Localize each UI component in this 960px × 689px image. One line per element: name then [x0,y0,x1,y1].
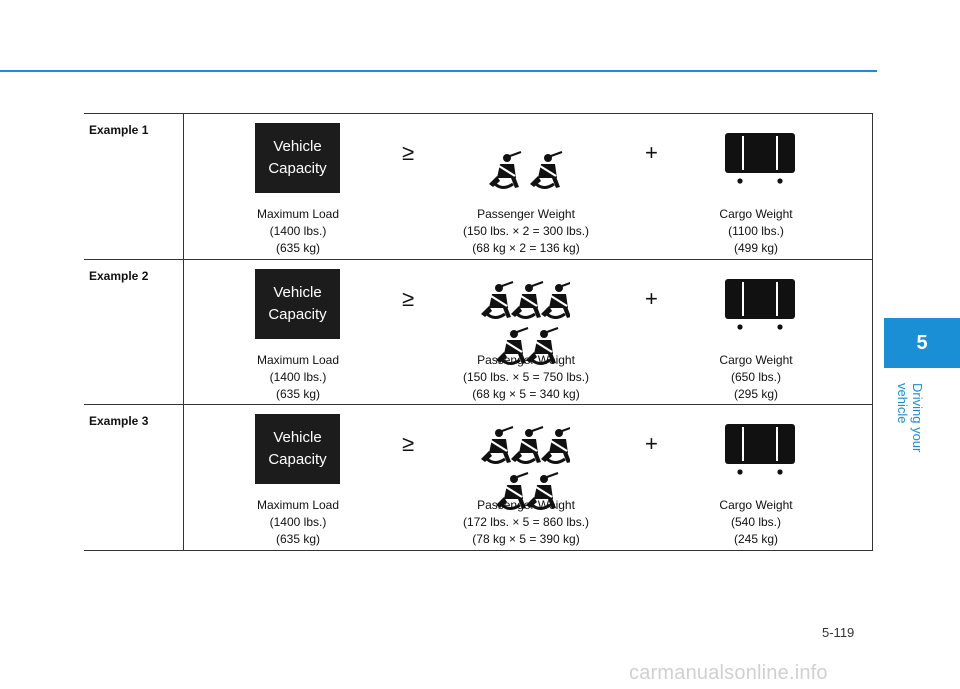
vehicle-capacity-box [255,414,340,484]
passenger-weight-caption: Passenger Weight (150 lbs. × 2 = 300 lbs.) (68 kg × 2 = 136 kg) [462,207,590,255]
seated-passenger-seatbelt-icon [511,427,543,463]
seated-passenger-seatbelt-icon [530,152,562,188]
plus-symbol: + [645,431,658,456]
chapter-title: Driving your vehicle [895,383,925,453]
seated-passenger-seatbelt-icon [541,282,570,318]
top-rule [0,70,877,72]
cargo-box-icon [724,132,796,188]
cargo-weight-caption: Cargo Weight (650 lbs.) (295 kg) [719,353,793,401]
seated-passenger-seatbelt-icon [489,152,521,188]
cargo-weight-caption: Cargo Weight (1100 lbs.) (499 kg) [719,207,793,255]
vehicle-capacity-line: Vehicle [273,284,322,301]
greater-equal-symbol: ≥ [402,286,415,311]
seated-passenger-seatbelt-icon [511,282,543,318]
footer-watermark: carmanualsonline.info [629,662,828,684]
vehicle-capacity-line: Vehicle [273,429,322,446]
example-row [84,114,873,259]
passenger-weight-caption: Passenger Weight (172 lbs. × 5 = 860 lbs.) (78 kg × 5 = 390 kg) [462,498,590,546]
column-divider [183,405,184,550]
page-number: 5-119 [822,625,855,640]
chapter-tab: 5 [884,318,960,368]
column-divider [183,260,184,405]
greater-equal-symbol: ≥ [402,140,415,165]
seated-passenger-seatbelt-icon [541,427,570,463]
max-load-caption: Maximum Load (1400 lbs.) (635 kg) [256,498,340,546]
max-load-caption: Maximum Load (1400 lbs.) (635 kg) [256,207,340,255]
seated-passenger-seatbelt-icon [481,282,513,318]
example-row [84,259,873,405]
vehicle-capacity-line: Vehicle [273,138,322,155]
table-edge [872,114,873,259]
greater-equal-symbol: ≥ [402,431,415,456]
vehicle-capacity-line: Capacity [268,160,327,177]
vehicle-capacity-line: Capacity [268,306,327,323]
vehicle-capacity-box [255,269,340,339]
cargo-box-icon [724,278,796,334]
example-label: Example 1 [89,123,149,137]
plus-symbol: + [645,286,658,311]
plus-symbol: + [645,140,658,165]
example-label: Example 3 [89,414,149,428]
cargo-weight-caption: Cargo Weight (540 lbs.) (245 kg) [719,498,793,546]
max-load-caption: Maximum Load (1400 lbs.) (635 kg) [256,353,340,401]
table-edge [872,260,873,405]
cargo-box-icon [724,423,796,479]
column-divider [183,114,184,259]
example-label: Example 2 [89,269,149,283]
seated-passenger-seatbelt-icon [481,427,513,463]
passenger-weight-caption: Passenger Weight (150 lbs. × 5 = 750 lbs.) (68 kg × 5 = 340 kg) [462,353,590,401]
vehicle-capacity-box [255,123,340,193]
table-edge [872,405,873,550]
vehicle-capacity-line: Capacity [268,451,327,468]
example-row [84,404,873,550]
load-examples-table [84,113,873,551]
